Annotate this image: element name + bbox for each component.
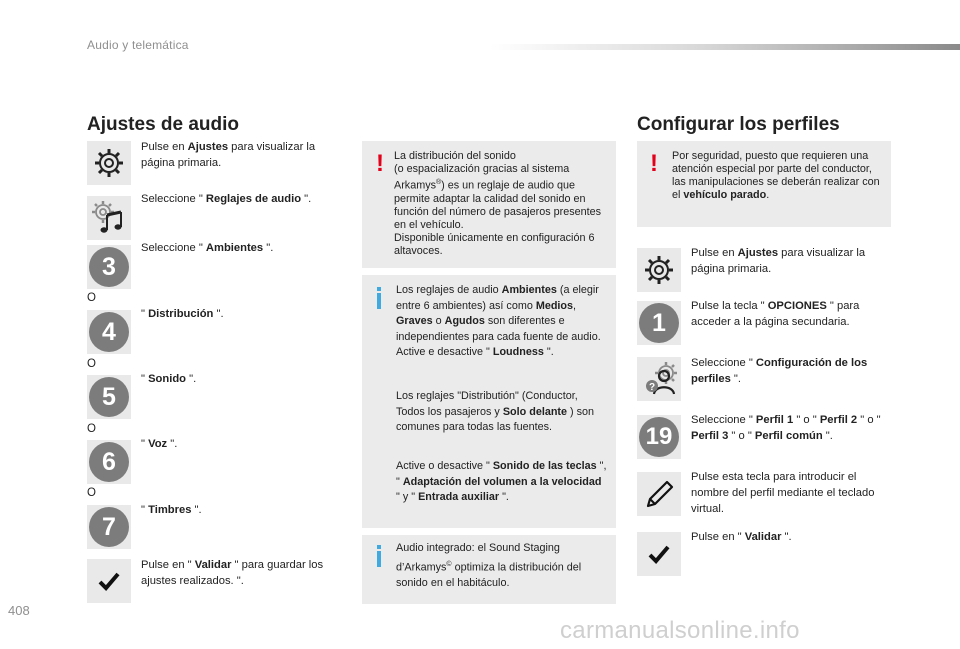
safety-warning-box [637,141,891,227]
info-icon [376,545,396,567]
section-header: Audio y telemática [87,38,189,52]
step-19-badge [637,415,681,459]
left-step-8-text: Pulse en " Validar " para guardar los ajustes realizados. ". [141,559,324,587]
right-step-2-text: Pulse la tecla " OPCIONES " para acceder a la página secundaria. [691,300,860,328]
key-sound-toggle-text: Active o desactive " Sonido de las teclas ", " Adaptación del volumen a la velocidad " y " Entrada auxiliar ". [396,460,607,503]
configure-profiles-title: Configurar los perfiles [637,114,840,135]
svg-text:?: ? [648,382,656,393]
safety-warning-text: Por seguridad, puesto que requieren una atención especial por parte del conductor, las manipulaciones se deberán realizar con el vehículo parado. [672,150,880,201]
left-step-1-text: Pulse en Ajustes para visualizar la página primaria. [141,141,316,169]
gear-icon [642,253,676,287]
distribution-warning-text: La distribución del sonido (o espacialización gracias al sistema Arkamys®) es un reglaje de audio que permite adaptar la calidad del sonido en función del número de pasajeros presentes en el vehículo. Disponible únicamente en configuración 6 altavoces. [394,150,602,257]
step-number: 7 [89,507,129,547]
right-step-5-text: Pulse esta tecla para introducir el nombre del perfil mediante el teclado virtual. [691,471,875,515]
left-step-4-text: " Distribución ". [141,308,224,320]
left-step-5-text: " Sonido ". [141,373,197,385]
or-label: O [87,423,96,435]
right-step-1-text: Pulse en Ajustes para visualizar la página primaria. [691,247,866,275]
step-3-badge [87,245,131,289]
gear-icon [92,146,126,180]
step-number: 5 [89,377,129,417]
left-step-6-text: " Voz ". [141,438,178,450]
pencil-icon-box [637,472,681,516]
gear-icon-box [87,141,131,185]
header-gradient-bar [490,44,960,50]
distribution-common-text: Los reglajes "Distributión" (Conductor, Todos los pasajeros y Solo delante ) son comunes para todas las fuentes. [396,390,595,433]
pencil-icon [642,477,676,511]
validate-icon-box [637,532,681,576]
sound-staging-text: Audio integrado: el Sound Staging d’Arkamys© optimiza la distribución del sonido en el habitáculo. [396,542,582,589]
or-label: O [87,487,96,499]
warning-exclamation-icon: ! [650,150,658,177]
checkmark-icon [647,542,671,566]
left-step-2-text: Seleccione " Reglajes de audio ". [141,193,312,205]
left-step-3-text: Seleccione " Ambientes ". [141,242,274,254]
step-6-badge [87,440,131,484]
step-number: 6 [89,442,129,482]
step-number: 3 [89,247,129,287]
right-step-6-text: Pulse en " Validar ". [691,531,792,543]
left-step-7-text: " Timbres ". [141,504,202,516]
ambiences-info-text: Los reglajes de audio Ambientes (a elegir entre 6 ambientes) así como Medios, Graves o Agudos son diferentes e independientes para cada fuente de audio. Active e desactive " Loudness ". [396,284,601,358]
page-number: 408 [8,603,30,618]
warning-exclamation-icon: ! [376,150,384,177]
watermark: carmanualsonline.info [560,617,800,644]
audio-settings-icon-box [87,196,131,240]
info-icon [376,287,396,309]
or-label: O [87,292,96,304]
validate-icon-box [87,559,131,603]
gear-profile-question-icon [640,360,678,398]
gear-icon-box [637,248,681,292]
or-label: O [87,358,96,370]
audio-ambiences-info-box [362,275,616,528]
step-number: 19 [639,417,679,457]
right-step-4-text: Seleccione " Perfil 1 " o " Perfil 2 " o " Perfil 3 " o " Perfil común ". [691,414,881,442]
step-number: 4 [89,312,129,352]
gear-music-note-icon [90,199,128,237]
step-number: 1 [639,303,679,343]
right-step-3-text: Seleccione " Configuración de los perfiles ". [691,357,868,385]
sound-staging-info-box [362,535,616,604]
audio-settings-title: Ajustes de audio [87,114,240,135]
step-1-badge [637,301,681,345]
step-7-badge [87,505,131,549]
step-4-badge [87,310,131,354]
checkmark-icon [97,569,121,593]
step-5-badge [87,375,131,419]
distribution-warning-box [362,141,616,268]
profiles-icon-box [637,357,681,401]
